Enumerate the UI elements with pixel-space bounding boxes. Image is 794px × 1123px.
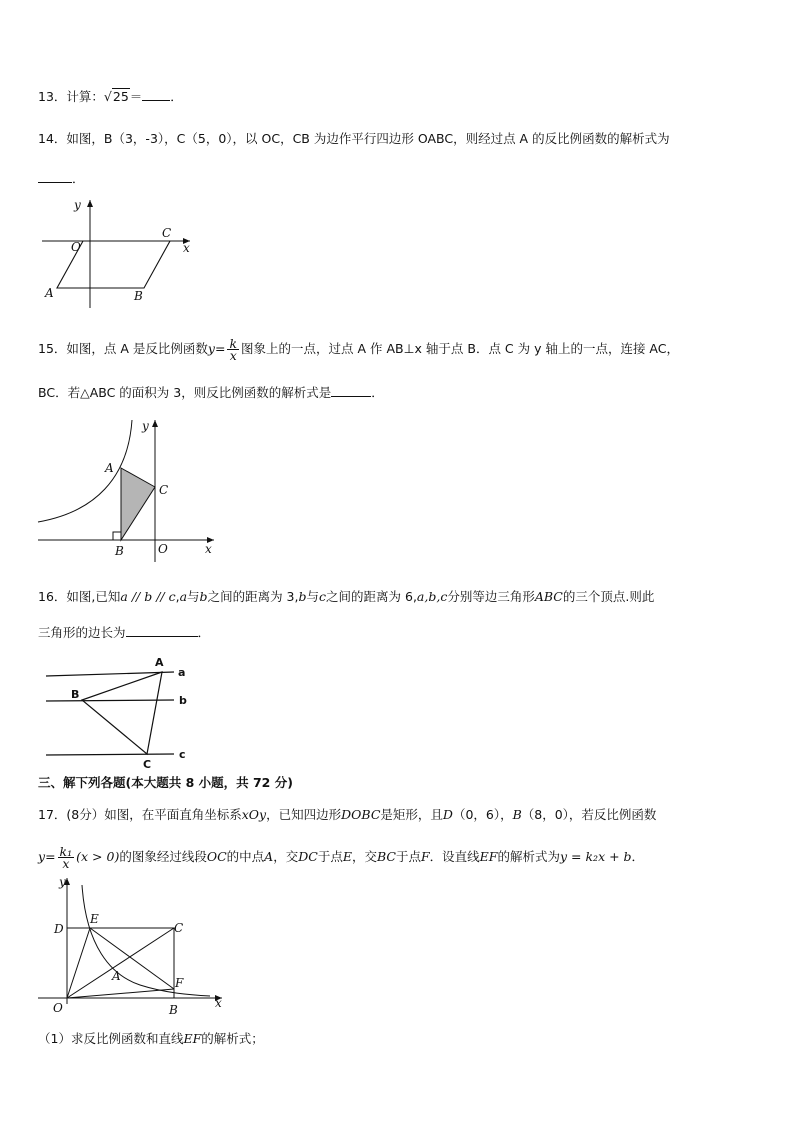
q17-t12: ． <box>631 849 645 864</box>
q17-t9: 于点 <box>395 849 421 864</box>
q16-t6: 之间的距离为 6, <box>326 589 417 604</box>
q15-label-y: y <box>142 419 149 433</box>
q16-a1: a <box>179 589 188 604</box>
q14-label-B: B <box>134 289 143 303</box>
q16-t5: 与 <box>306 589 319 604</box>
q17-t4: 的图象经过线段 <box>119 849 207 864</box>
q17-label-C: C <box>174 921 184 935</box>
q17-t1: 17．(8分）如图，在平面直角坐标系 <box>38 807 242 822</box>
q15-label-B: B <box>115 544 124 558</box>
q16-c1: c <box>319 589 327 604</box>
q17-t11: 的解析式为 <box>497 849 560 864</box>
q14-label-O: O <box>71 240 81 254</box>
q16-b1: b <box>199 589 208 604</box>
q16-parallel: a // b // c <box>120 589 176 604</box>
q17-t5: 的中点 <box>226 849 265 864</box>
q17-label-B: B <box>169 1003 178 1017</box>
q17-label-x: x <box>215 996 222 1010</box>
q16-label-b: b <box>179 694 187 707</box>
q16-label-a: a <box>178 666 186 679</box>
q17-B: B <box>512 807 522 822</box>
q16-suffix: ． <box>197 625 211 640</box>
q17-fn-num: k₁ <box>59 844 73 859</box>
q15-label-C: C <box>159 483 169 497</box>
q14-suffix: ． <box>72 171 85 186</box>
q15-label-A: A <box>105 461 114 475</box>
q17-label-D: D <box>54 922 64 936</box>
q17-sub1b: 的解析式； <box>201 1031 264 1046</box>
q17-dc: DC <box>298 849 318 864</box>
q16-t7: 分别等边三角形 <box>447 589 535 604</box>
q15-suffix: ． <box>371 385 384 400</box>
q15-text-2: BC．若△ABC 的面积为 3，则反比例函数的解析式是 <box>38 385 332 400</box>
q15-text-a: 15．如图，点 A 是反比例函数 <box>38 341 208 356</box>
q16-line2: 三角形的边长为 <box>38 625 126 640</box>
q15-label-x: x <box>205 542 212 556</box>
q17-segment-OE <box>67 928 90 998</box>
question-17-sub1 <box>38 1030 264 1048</box>
q15-label-O: O <box>158 542 168 556</box>
q17-label-O: O <box>53 1001 63 1015</box>
q17-t3: 是矩形，且 <box>380 807 443 822</box>
q17-E: E <box>342 849 352 864</box>
q17-sub1-ef: EF <box>183 1031 202 1046</box>
q17-t8: ，交 <box>351 849 377 864</box>
q13-equals: ＝ <box>129 89 143 104</box>
q17-oc: OC <box>206 849 227 864</box>
q16-t1: 16．如图,已知 <box>38 589 121 604</box>
q17-t2: ，已知四边形 <box>266 807 342 822</box>
q16-t3: 与 <box>187 589 200 604</box>
q17-hyperbola <box>82 885 210 996</box>
question-14-text: 14．如图，B（3，-3），C（5，0），以 OC，CB 为边作平行四边形 OABC，则经过点 A 的反比例函数的解析式为 <box>38 131 670 146</box>
q17-fn-y: y <box>38 849 46 864</box>
q14-label-y: y <box>74 198 81 212</box>
q17-segment-OC <box>67 928 174 998</box>
q17-t6: ，交 <box>273 849 299 864</box>
q15-fn-num: k <box>229 336 238 351</box>
q17-label-E: E <box>90 912 99 926</box>
q17-dcoord: （0，6）， <box>452 807 513 822</box>
q13-prefix: 13．计算： <box>38 89 104 104</box>
q13-radicand: 25 <box>112 89 129 104</box>
q17-segment-EF <box>90 928 174 989</box>
q16-b2: b <box>298 589 307 604</box>
q16-label-A: A <box>155 656 164 669</box>
q16-t2: , <box>175 589 180 604</box>
q15-fn-y: y <box>207 341 215 356</box>
q17-segment-OF <box>67 989 174 998</box>
q15-fn-eq: = <box>214 341 226 356</box>
q17-ef: EF <box>479 849 498 864</box>
q17-xoy: xOy <box>241 807 267 822</box>
q17-sub1a: （1）求反比例函数和直线 <box>38 1031 184 1046</box>
q16-label-B: B <box>71 688 80 701</box>
q16-t4: 之间的距离为 3, <box>207 589 299 604</box>
q17-F: F <box>420 849 430 864</box>
q17-A: A <box>264 849 274 864</box>
q16-abc: a,b,c <box>416 589 448 604</box>
q17-line-eq: y = k₂x + b <box>560 849 632 864</box>
q17-bcoord: （8，0），若反比例函数 <box>521 807 657 822</box>
q17-t7: 于点 <box>317 849 343 864</box>
q17-label-y: y <box>59 875 66 889</box>
sqrt-expression: √25 <box>103 89 129 104</box>
q15-text-b: 图象上的一点，过点 A 作 AB⊥x 轴于点 B．点 C 为 y 轴上的一点，连接 AC， <box>241 341 679 356</box>
q17-t10: ．设直线 <box>429 849 480 864</box>
q17-fn-cond: (x > 0) <box>76 849 120 864</box>
q17-dobc: DOBC <box>341 807 381 822</box>
q15-fn-den: x <box>229 348 237 363</box>
q14-label-x: x <box>183 241 190 255</box>
q16-label-c: c <box>179 748 186 761</box>
q17-D: D <box>442 807 453 822</box>
q17-label-F: F <box>175 976 184 990</box>
q16-tri: ABC <box>534 589 563 604</box>
q17-label-A: A <box>112 969 121 983</box>
section-heading: 三、解下列各题(本大题共 8 小题，共 72 分) <box>38 775 293 790</box>
q17-fn-den: x <box>62 856 70 871</box>
q14-label-A: A <box>45 286 54 300</box>
q17-fn-eq: = <box>45 849 56 864</box>
q13-suffix: ． <box>170 89 183 104</box>
q14-label-C: C <box>162 226 172 240</box>
q16-label-C: C <box>143 758 152 771</box>
q17-bc: BC <box>376 849 396 864</box>
q16-t8: 的三个顶点.则此 <box>562 589 655 604</box>
